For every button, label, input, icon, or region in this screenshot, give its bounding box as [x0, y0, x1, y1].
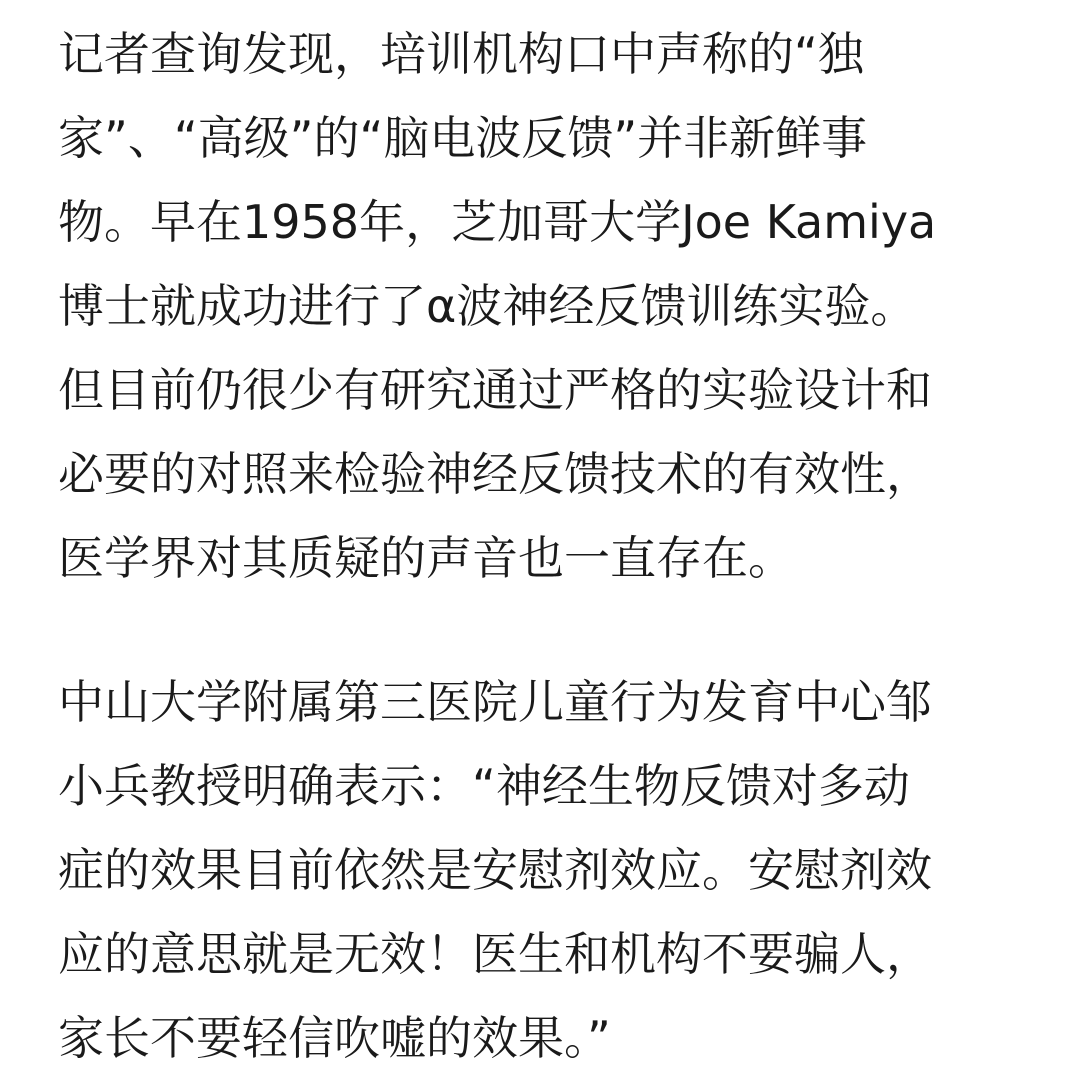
text-line: 博士就成功进行了α波神经反馈训练实验。 [58, 279, 917, 333]
text-line: 应的意思就是无效！医生和机构不要骗人， [58, 927, 932, 981]
text-line: 家长不要轻信吹嘘的效果。” [58, 1011, 611, 1065]
text-line: 小兵教授明确表示：“神经生物反馈对多动 [58, 759, 910, 813]
paragraph-2 [58, 660, 1038, 1080]
text-line: 中山大学附属第三医院儿童行为发育中心邹 [58, 675, 932, 729]
paragraph-gap [58, 600, 1038, 660]
text-line: 医学界对其质疑的声音也一直存在。 [58, 531, 794, 585]
paragraph-1 [58, 12, 1038, 600]
text-line: 记者查询发现，培训机构口中声称的“独 [58, 27, 864, 81]
text-line: 家”、“高级”的“脑电波反馈”并非新鲜事 [58, 111, 868, 165]
text-line: 必要的对照来检验神经反馈技术的有效性， [58, 447, 932, 501]
text-line: 但目前仍很少有研究通过严格的实验设计和 [58, 363, 932, 417]
text-line: 物。早在1958年，芝加哥大学Joe Kamiya [58, 195, 937, 249]
article-body [58, 12, 1038, 1080]
text-line: 症的效果目前依然是安慰剂效应。安慰剂效 [58, 843, 932, 897]
